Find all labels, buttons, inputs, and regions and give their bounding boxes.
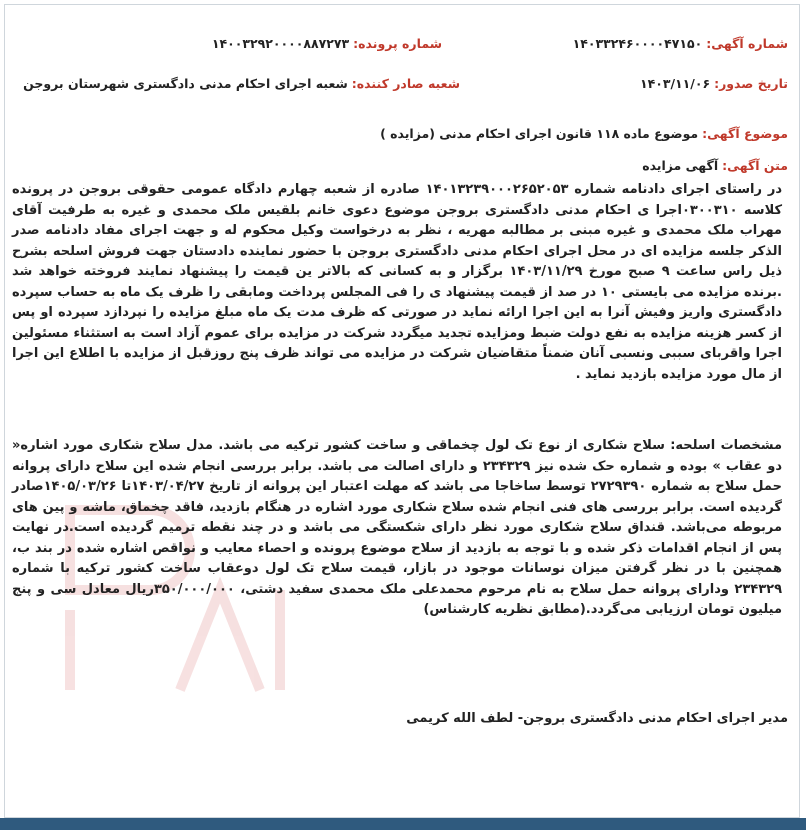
- subject-value: موضوع ماده ۱۱۸ قانون اجرای احکام مدنی (مزایده ): [380, 126, 699, 141]
- signature-row: [406, 711, 788, 726]
- subject-label: موضوع آگهی:: [702, 126, 788, 141]
- issue-date: ۱۴۰۳/۱۱/۰۶: [639, 76, 711, 91]
- body-text-title: آگهی مزایده: [642, 158, 719, 173]
- issuer: شعبه اجرای احکام مدنی دادگستری شهرستان بروجن: [23, 76, 348, 91]
- issue-date-label: تاریخ صدور:: [714, 76, 788, 91]
- auction-paragraph: در راستای اجرای دادنامه شماره ۱۴۰۱۳۲۳۹۰۰۰۲۶۵۲۰۵۳ صادره از شعبه چهارم دادگاه عمومی حقوقی بروجن در پرونده کلاسه ۰۳۰۰۳۱۰اجرا ی احکام مدنی دادگستری بروجن موضوع دعوی خانم بلقیس ملک محمدی و غیره به طرفیت آقای مهراب ملک محمدی و غیره مبنی بر مطالبه مهریه ، نظر به درخواست وکیل محکوم له و جهت اجرای مفاد دادنامه صدر الذکر جلسه مزایده ای در محل اجرای احکام مدنی دادگستری بروجن با حضور نماینده دادستان جهت فروش اسلحه بشرح ذیل راس ساعت ۹ صبح مورخ ۱۴۰۳/۱۱/۲۹ برگزار و به کسانی که بالاتر ین قیمت را پیشنهاد نمایند فروخته خواهد شد .برنده مزایده می بایستی ۱۰ در صد از قیمت پیشنهاد ی را فی المجلس پرداخت ومابقی را ظرف یک ماه به حساب سپرده دادگستری واریز وفیش آنرا به این اجرا ارائه نماید در صورتی که ظرف مدت یک ماه مبلغ مزایده را نپردازد سپرده او پس از کسر هزینه مزایده به نفع دولت ضبط ومزایده تجدید میگردد شرکت در مزایده برای عموم آزاد است به استثناء مسئولین اجرا واقربای سببی ونسبی آنان ضمناً متقاضیان شرکت در مزایده می تواند ظرف پنج روزقبل از مزایده با اطلاع این اجرا از مال مورد مزایده بازدید نماید .: [12, 182, 783, 382]
- ad-number-row: [573, 36, 788, 51]
- footer-bar: [0, 818, 806, 830]
- issuer-label: شعبه صادر کننده:: [351, 76, 460, 91]
- issuer-row: [23, 76, 460, 91]
- case-number-label: شماره پرونده:: [353, 36, 442, 51]
- signature: مدیر اجرای احکام مدنی دادگستری بروجن- لطف الله کریمی: [406, 711, 788, 726]
- ad-number-label: شماره آگهی:: [706, 36, 788, 51]
- body-text-label: متن آگهی:: [722, 158, 788, 173]
- case-number-row: [212, 36, 442, 51]
- issue-date-row: [640, 76, 788, 91]
- body-text-row: [642, 158, 788, 173]
- subject-row: [380, 126, 788, 141]
- weapon-specs-paragraph: مشخصات اسلحه: سلاح شکاری از نوع تک لول چخماقی و ساخت کشور ترکیه می باشد. مدل سلاح شکاری مورد اشاره« دو عقاب » بوده و شماره حک شده نیز ۲۳۴۳۲۹ و دارای اصالت می باشد. برابر بررسی انجام شده این سلاح دارای پروانه حمل سلاح به شماره ۲۷۲۹۳۹۰ توسط ساخاجا می باشد که مهلت اعتبار این پروانه از تاریخ ۱۴۰۳/۰۴/۲۷تا ۱۴۰۵/۰۳/۲۶صادر گردیده است. برابر بررسی های فنی انجام شده سلاح شکاری مورد اشاره در هنگام بازدید، فاقد چخماق، ماشه و پین های مربوطه می‌باشد. قنداق سلاح شکاری مورد نظر دارای شکستگی می باشد و در چند نقطه ترمیم گردیده است.در نهایت پس از انجام اقدامات ذکر شده و با توجه به بازدید از سلاح موضوع پرونده و احصاء معایب و نواقص اشاره شده در بند ب، همچنین با در نظر گرفتن میزان نوسانات موجود در بازار، قیمت سلاح تک لول دوعقاب ساخت کشور ترکیه با شماره ۲۳۴۳۲۹ ودارای پروانه حمل سلاح به نام مرحوم محمدعلی ملک محمدی سفید دشتی، ۳۵۰/۰۰۰/۰۰۰ریال معادل سی و پنج میلیون تومان ارزیابی می‌گردد.(مطابق نظریه کارشناس): [12, 438, 782, 617]
- case-number: ۱۴۰۰۳۲۹۲۰۰۰۰۸۸۷۲۷۳: [211, 36, 350, 51]
- ad-number: ۱۴۰۳۳۲۴۶۰۰۰۰۴۷۱۵۰: [572, 36, 703, 51]
